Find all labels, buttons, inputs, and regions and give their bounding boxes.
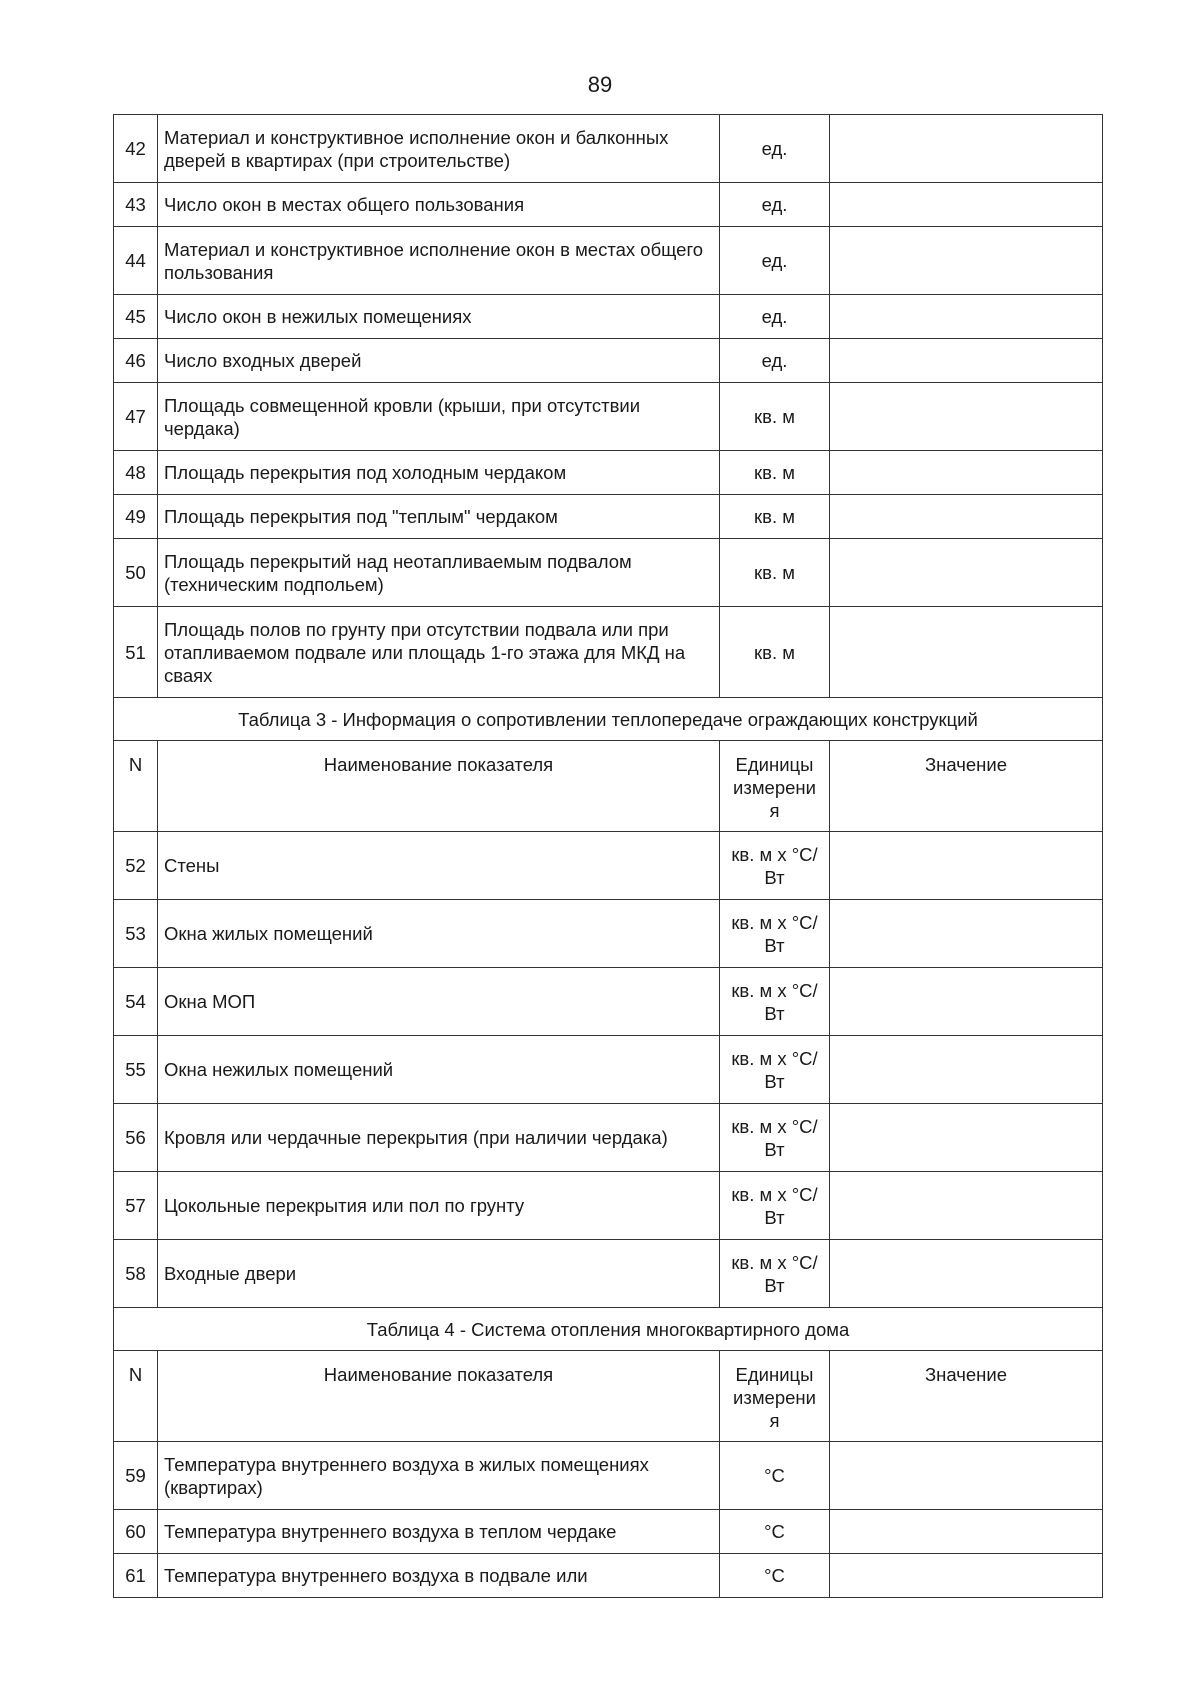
table-row	[114, 539, 1103, 607]
table-row	[114, 383, 1103, 451]
row-number: 60	[114, 1510, 158, 1554]
unit-cell: кв. м	[720, 495, 830, 539]
unit-cell: °С	[720, 1442, 830, 1510]
table-row	[114, 495, 1103, 539]
row-number: 53	[114, 900, 158, 968]
header-unit: Единицы измерени я	[720, 1351, 830, 1442]
table-4-caption: Таблица 4 - Система отопления многоквартирного дома	[114, 1308, 1103, 1351]
indicator-name: Материал и конструктивное исполнение окон и балконных дверей в квартирах (при строительстве)	[158, 115, 720, 183]
value-cell	[830, 339, 1103, 383]
unit-cell: кв. м x °С/Вт	[720, 900, 830, 968]
table-row	[114, 115, 1103, 183]
unit-cell: кв. м x °С/Вт	[720, 1104, 830, 1172]
row-number: 58	[114, 1240, 158, 1308]
value-cell	[830, 295, 1103, 339]
table-row	[114, 183, 1103, 227]
table-row	[114, 968, 1103, 1036]
row-number: 50	[114, 539, 158, 607]
table-caption-row	[114, 1308, 1103, 1351]
table-row	[114, 339, 1103, 383]
table-row	[114, 607, 1103, 698]
table-row	[114, 1510, 1103, 1554]
indicator-name: Число входных дверей	[158, 339, 720, 383]
indicators-table	[113, 114, 1103, 1598]
unit-cell: ед.	[720, 339, 830, 383]
unit-cell: °С	[720, 1554, 830, 1598]
indicator-name: Кровля или чердачные перекрытия (при наличии чердака)	[158, 1104, 720, 1172]
table-header-row	[114, 741, 1103, 832]
indicator-name: Площадь перекрытия под холодным чердаком	[158, 451, 720, 495]
indicator-name: Температура внутреннего воздуха в теплом чердаке	[158, 1510, 720, 1554]
value-cell	[830, 1442, 1103, 1510]
row-number: 59	[114, 1442, 158, 1510]
value-cell	[830, 451, 1103, 495]
table-row	[114, 1036, 1103, 1104]
value-cell	[830, 227, 1103, 295]
indicator-name: Температура внутреннего воздуха в подвале или	[158, 1554, 720, 1598]
row-number: 49	[114, 495, 158, 539]
row-number: 44	[114, 227, 158, 295]
value-cell	[830, 183, 1103, 227]
value-cell	[830, 1036, 1103, 1104]
value-cell	[830, 1510, 1103, 1554]
value-cell	[830, 1104, 1103, 1172]
row-number: 45	[114, 295, 158, 339]
unit-cell: кв. м	[720, 383, 830, 451]
row-number: 57	[114, 1172, 158, 1240]
value-cell	[830, 539, 1103, 607]
row-number: 46	[114, 339, 158, 383]
unit-cell: кв. м x °С/Вт	[720, 1240, 830, 1308]
row-number: 54	[114, 968, 158, 1036]
unit-cell: кв. м x °С/Вт	[720, 968, 830, 1036]
table-row	[114, 295, 1103, 339]
unit-cell: кв. м	[720, 451, 830, 495]
table-row	[114, 1240, 1103, 1308]
row-number: 43	[114, 183, 158, 227]
unit-cell: кв. м x °С/Вт	[720, 832, 830, 900]
indicator-name: Входные двери	[158, 1240, 720, 1308]
row-number: 47	[114, 383, 158, 451]
indicator-name: Температура внутреннего воздуха в жилых помещениях (квартирах)	[158, 1442, 720, 1510]
header-number: N	[114, 741, 158, 832]
table-caption-row	[114, 698, 1103, 741]
indicator-name: Площадь перекрытий над неотапливаемым подвалом (техническим подпольем)	[158, 539, 720, 607]
header-unit: Единицы измерени я	[720, 741, 830, 832]
indicator-name: Число окон в местах общего пользования	[158, 183, 720, 227]
value-cell	[830, 495, 1103, 539]
value-cell	[830, 383, 1103, 451]
unit-cell: ед.	[720, 227, 830, 295]
table-row	[114, 227, 1103, 295]
table-row	[114, 900, 1103, 968]
value-cell	[830, 115, 1103, 183]
indicator-name: Окна жилых помещений	[158, 900, 720, 968]
row-number: 61	[114, 1554, 158, 1598]
table-row	[114, 832, 1103, 900]
unit-cell: кв. м x °С/Вт	[720, 1172, 830, 1240]
value-cell	[830, 900, 1103, 968]
header-value: Значение	[830, 1351, 1103, 1442]
row-number: 52	[114, 832, 158, 900]
row-number: 42	[114, 115, 158, 183]
indicator-name: Площадь совмещенной кровли (крыши, при отсутствии чердака)	[158, 383, 720, 451]
unit-cell: ед.	[720, 183, 830, 227]
header-value: Значение	[830, 741, 1103, 832]
indicator-name: Площадь полов по грунту при отсутствии подвала или при отапливаемом подвале или площадь 1-го этажа для МКД на сваях	[158, 607, 720, 698]
indicator-name: Цокольные перекрытия или пол по грунту	[158, 1172, 720, 1240]
value-cell	[830, 1172, 1103, 1240]
header-number: N	[114, 1351, 158, 1442]
table-row	[114, 1442, 1103, 1510]
header-name: Наименование показателя	[158, 741, 720, 832]
row-number: 56	[114, 1104, 158, 1172]
row-number: 51	[114, 607, 158, 698]
page-number: 89	[587, 72, 613, 97]
unit-cell: ед.	[720, 115, 830, 183]
unit-cell: кв. м x °С/Вт	[720, 1036, 830, 1104]
indicator-name: Стены	[158, 832, 720, 900]
indicator-name: Окна нежилых помещений	[158, 1036, 720, 1104]
value-cell	[830, 832, 1103, 900]
indicator-name: Число окон в нежилых помещениях	[158, 295, 720, 339]
table-row	[114, 1104, 1103, 1172]
table-row	[114, 1554, 1103, 1598]
indicator-name: Окна МОП	[158, 968, 720, 1036]
table-row	[114, 451, 1103, 495]
value-cell	[830, 1240, 1103, 1308]
value-cell	[830, 968, 1103, 1036]
unit-cell: кв. м	[720, 607, 830, 698]
header-name: Наименование показателя	[158, 1351, 720, 1442]
table-header-row	[114, 1351, 1103, 1442]
row-number: 48	[114, 451, 158, 495]
unit-cell: °С	[720, 1510, 830, 1554]
value-cell	[830, 607, 1103, 698]
row-number: 55	[114, 1036, 158, 1104]
indicator-name: Материал и конструктивное исполнение окон в местах общего пользования	[158, 227, 720, 295]
unit-cell: ед.	[720, 295, 830, 339]
unit-cell: кв. м	[720, 539, 830, 607]
table-row	[114, 1172, 1103, 1240]
value-cell	[830, 1554, 1103, 1598]
table-3-caption: Таблица 3 - Информация о сопротивлении теплопередаче ограждающих конструкций	[114, 698, 1103, 741]
indicator-name: Площадь перекрытия под "теплым" чердаком	[158, 495, 720, 539]
